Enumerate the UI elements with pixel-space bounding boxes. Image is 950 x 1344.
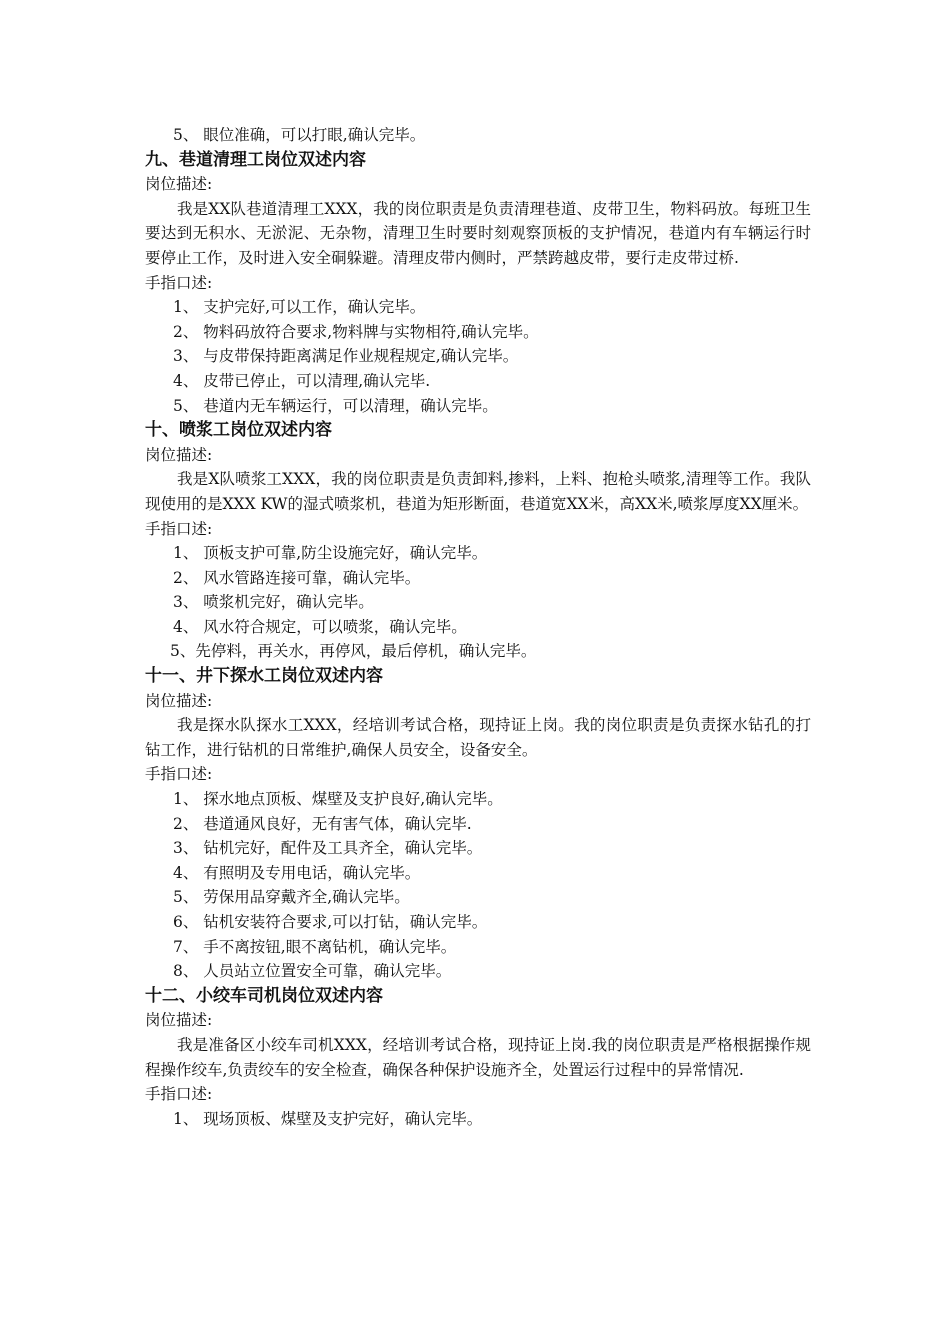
list-item: 5、 眼位准确，可以打眼,确认完毕。 [173,126,426,144]
list-item: 1、 顶板支护可靠,防尘设施完好，确认完毕。 [173,544,488,563]
list-item: 4、 有照明及专用电话，确认完毕。 [173,863,421,882]
desc-paragraph: 我是XX队巷道清理工XXX，我的岗位职责是负责清理巷道、皮带卫生，物料码放。每班卫生要达到无积水、无淤泥、无杂物，清理卫生时要时刻观察顶板的支护情况，巷道内有车辆运行时要停止工作，及时进入安全硐躲避。清理皮带内侧时，严禁跨越皮带，要行走皮带过桥. [145,199,811,267]
list-item: 2、 风水管路连接可靠，确认完毕。 [173,568,421,587]
desc-label: 岗位描述: [145,1011,213,1030]
list-item: 1、 探水地点顶板、煤壁及支护良好,确认完毕。 [173,790,503,809]
section-heading: 九、巷道清理工岗位双述内容 [145,149,366,170]
list-item: 4、 皮带已停止，可以清理,确认完毕. [173,371,431,390]
finger-label: 手指口述: [145,1085,213,1104]
list-item: 3、 钻机完好，配件及工具齐全，确认完毕。 [173,839,483,858]
list-item: 2、 巷道通风良好，无有害气体，确认完毕. [173,814,472,833]
list-item: 1、 现场顶板、煤壁及支护完好，确认完毕。 [173,1109,483,1128]
list-item: 5、先停料，再关水，再停风，最后停机，确认完毕。 [170,642,537,661]
list-item: 2、 物料码放符合要求,物料牌与实物相符,确认完毕。 [173,322,539,341]
list-item: 6、 钻机安装符合要求,可以打钻，确认完毕。 [173,913,488,931]
list-item: 3、 喷浆机完好，确认完毕。 [173,593,374,612]
section-heading: 十、喷浆工岗位双述内容 [145,420,332,441]
list-item: 5、 劳保用品穿戴齐全,确认完毕。 [173,888,410,907]
finger-label: 手指口述: [145,519,213,538]
list-item: 4、 风水符合规定，可以喷浆，确认完毕。 [173,617,467,636]
section-heading: 十一、井下探水工岗位双述内容 [145,666,383,687]
list-item: 3、 与皮带保持距离满足作业规程规定,确认完毕。 [173,347,519,366]
finger-label: 手指口述: [145,765,213,784]
section-heading: 十二、小绞车司机岗位双述内容 [145,985,383,1006]
list-item: 8、 人员站立位置安全可靠，确认完毕。 [173,962,452,981]
desc-paragraph: 我是X队喷浆工XXX，我的岗位职责是负责卸料,掺料，上料、抱枪头喷浆,清理等工作。我队现使用的是XXX KW的湿式喷浆机，巷道为矩形断面，巷道宽XX米，高XX米,喷浆厚度XX厘米。 [145,470,811,513]
list-item: 1、 支护完好,可以工作，确认完毕。 [173,298,426,317]
document-page [145,123,811,1131]
desc-label: 岗位描述: [145,175,213,194]
desc-label: 岗位描述: [145,445,213,464]
list-item: 5、 巷道内无车辆运行，可以清理，确认完毕。 [173,396,498,415]
list-item: 7、 手不离按钮,眼不离钻机，确认完毕。 [173,937,457,956]
finger-label: 手指口述: [145,273,213,292]
desc-paragraph: 我是探水队探水工XXX，经培训考试合格，现持证上岗。我的岗位职责是负责探水钻孔的打钻工作，进行钻机的日常维护,确保人员安全，设备安全。 [145,716,811,759]
desc-label: 岗位描述: [145,691,213,710]
desc-paragraph: 我是准备区小绞车司机XXX，经培训考试合格，现持证上岗.我的岗位职责是严格根据操作规程操作绞车,负责绞车的安全检查，确保各种保护设施齐全，处置运行过程中的异常情况. [145,1035,811,1079]
